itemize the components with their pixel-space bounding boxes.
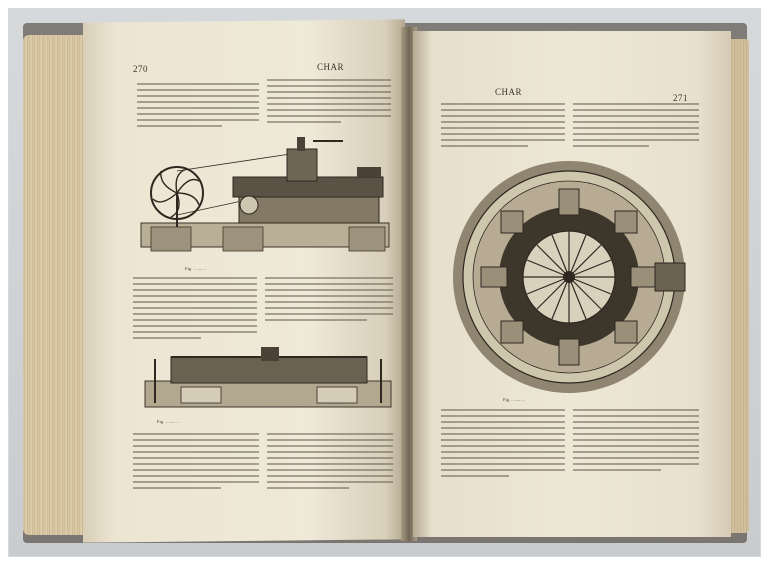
left-page-number: 270 (133, 64, 148, 74)
right-top-col2-text (573, 103, 699, 151)
right-page-number: 271 (673, 93, 688, 103)
figure-caption-right: Fig. ... — ... (503, 397, 525, 402)
photo (8, 8, 761, 557)
left-bottom-col1-text (133, 433, 259, 493)
right-bottom-col2-text (573, 409, 699, 475)
left-mid-col2-text (265, 277, 393, 325)
left-running-head: CHAR (317, 62, 345, 72)
machine-engraving-bottom (141, 343, 395, 415)
circular-machine-engraving (449, 159, 691, 395)
right-top-col1-text (441, 103, 565, 151)
right-bottom-col1-text (441, 409, 565, 481)
left-page-stack (23, 35, 89, 535)
figure-caption-top: Fig. ... — ... (185, 266, 207, 271)
figure-caption-bottom: Fig. ... — ... (157, 419, 179, 424)
left-top-col1-text (137, 83, 259, 131)
machine-engraving-top (137, 131, 395, 257)
right-running-head: CHAR (495, 87, 523, 97)
left-top-col2-text (267, 79, 391, 127)
left-bottom-col2-text (267, 433, 393, 493)
left-mid-col1-text (133, 277, 257, 343)
